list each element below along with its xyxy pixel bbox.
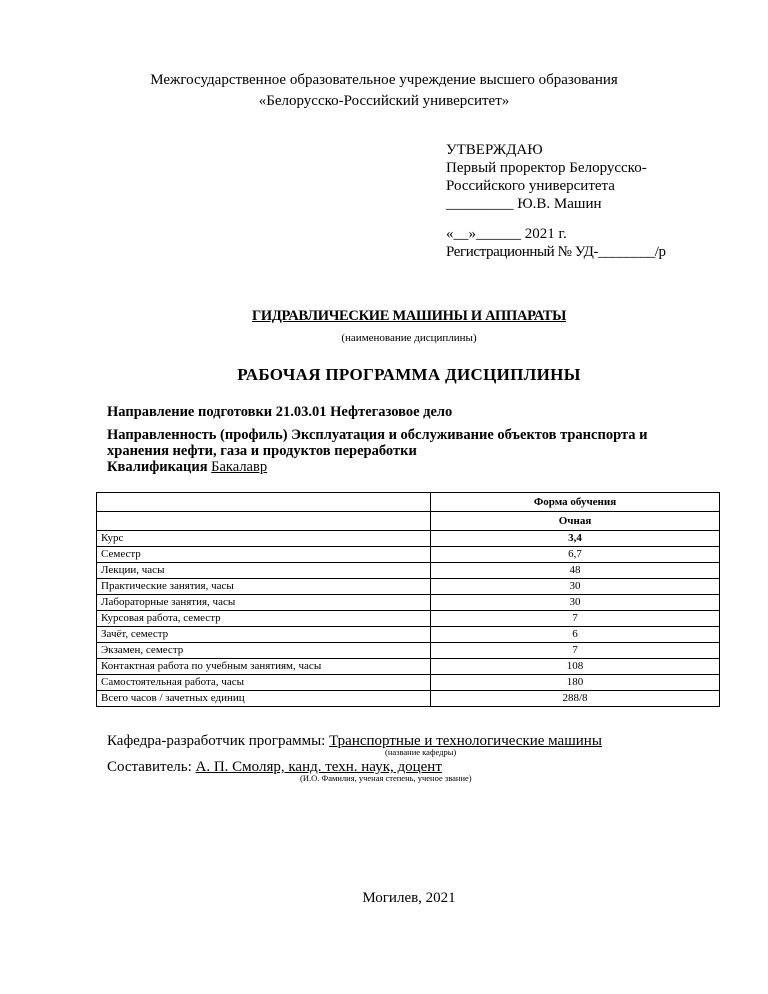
table-row: Курс 3,4 [97, 531, 720, 547]
study-hours-table [96, 492, 720, 707]
table-row: Контактная работа по учебным занятиям, часы 108 [97, 659, 720, 675]
discipline-name: ГИДРАВЛИЧЕСКИЕ МАШИНЫ И АППАРАТЫ [251, 308, 567, 324]
table-header-form: Форма обучения [431, 493, 720, 512]
qualification [107, 459, 707, 475]
table-row: Самостоятельная работа, часы 180 [97, 675, 720, 691]
direction: Направление подготовки 21.03.01 Нефтегазовое дело [107, 404, 453, 420]
department-note: (название кафедры) [385, 747, 457, 757]
table-header-fulltime: Очная [431, 512, 720, 531]
department-value: Транспортные и технологические машины [329, 733, 602, 749]
author-value: А. П. Смоляр, канд. техн. наук, доцент [195, 759, 442, 775]
table-row: Семестр 6,7 [97, 547, 720, 563]
table-row: Практические занятия, часы 30 [97, 579, 720, 595]
qualification-value: Бакалавр [211, 459, 268, 475]
department-label: Кафедра-разработчик программы: [107, 733, 326, 749]
approval-position-2: Российского университета [446, 178, 615, 194]
institution-header [0, 70, 768, 112]
profile-line-1: Направленность (профиль) Эксплуатация и обслуживание объектов транспорта и [107, 427, 648, 443]
program-title: РАБОЧАЯ ПРОГРАММА ДИСЦИПЛИНЫ [237, 365, 581, 384]
discipline-note: (наименование дисциплины) [341, 332, 477, 344]
qualification-label: Квалификация [107, 459, 208, 475]
approval-title: УТВЕРЖДАЮ [446, 142, 543, 158]
table-row: Лабораторные занятия, часы 30 [97, 595, 720, 611]
program-info [107, 404, 707, 475]
department [107, 733, 602, 750]
author-label: Составитель: [107, 759, 192, 775]
approval-position-1: Первый проректор Белорусско- [446, 160, 647, 176]
table-row: Экзамен, семестр 7 [97, 643, 720, 659]
approval-date: «__»______ 2021 г. [446, 226, 567, 242]
table-row: Курсовая работа, семестр 7 [97, 611, 720, 627]
institution-line-2: «Белорусско-Российский университет» [258, 93, 510, 109]
registration-number: Регистрационный № УД-________/р [446, 244, 666, 260]
table-row: Всего часов / зачетных единиц 288/8 [97, 691, 720, 707]
table-row: Лекции, часы 48 [97, 563, 720, 579]
institution-line-1: Межгосударственное образовательное учреждение высшего образования [150, 72, 618, 88]
approval-signature: _________ Ю.В. Машин [446, 196, 602, 212]
city-year: Могилев, 2021 [362, 890, 456, 906]
table-row: Зачёт, семестр 6 [97, 627, 720, 643]
profile-line-2: хранения нефти, газа и продуктов переработки [107, 443, 417, 459]
author-note: (И.О. Фамилия, ученая степень, ученое звание) [300, 773, 472, 783]
approval-block [446, 141, 736, 261]
